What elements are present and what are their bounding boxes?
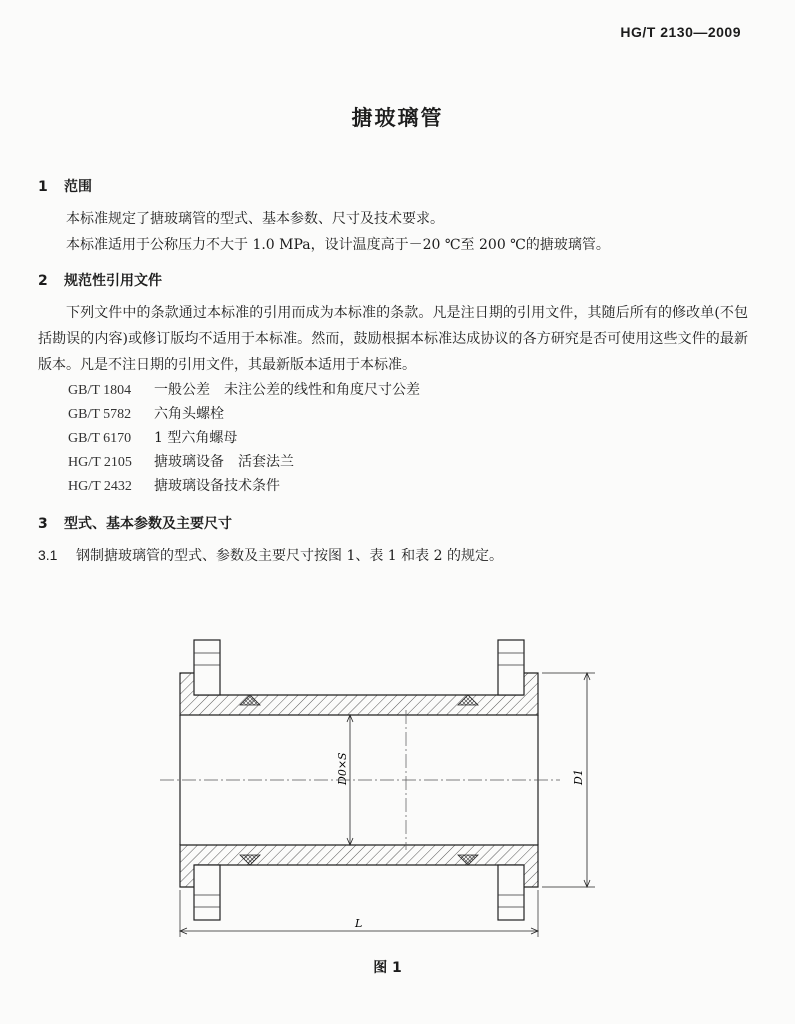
reference-item bbox=[68, 426, 420, 450]
flange-top-right bbox=[498, 640, 524, 695]
reference-item bbox=[68, 474, 420, 498]
document-title: 搪玻璃管 bbox=[351, 106, 444, 130]
reference-item bbox=[68, 402, 420, 426]
section-number: 3 bbox=[38, 516, 48, 532]
inner-diameter-label: D0×S bbox=[336, 752, 349, 785]
flange-top-left bbox=[194, 640, 220, 695]
clause-number: 3.1 bbox=[38, 547, 58, 563]
section-title: 规范性引用文件 bbox=[64, 273, 162, 289]
reference-code: GB/T 5782 bbox=[68, 407, 132, 422]
reference-title: 一般公差 未注公差的线性和角度尺寸公差 bbox=[154, 382, 420, 398]
clause-text: 钢制搪玻璃管的型式、参数及主要尺寸按图 1、表 1 和表 2 的规定。 bbox=[76, 548, 503, 564]
section-1-heading bbox=[38, 176, 92, 196]
outer-diameter-label: D1 bbox=[572, 769, 585, 785]
reference-item bbox=[68, 450, 420, 474]
reference-item bbox=[68, 378, 420, 402]
pipe-drawing-figure bbox=[150, 625, 610, 949]
reference-title: 六角头螺栓 bbox=[154, 406, 224, 422]
section-3-heading bbox=[38, 513, 232, 533]
reference-code: GB/T 6170 bbox=[68, 431, 132, 446]
flange-bottom-left bbox=[194, 865, 220, 920]
section-title: 型式、基本参数及主要尺寸 bbox=[64, 516, 232, 532]
reference-title: 搪玻璃设备技术条件 bbox=[154, 478, 280, 494]
length-label: L bbox=[355, 917, 363, 930]
reference-code: HG/T 2432 bbox=[68, 479, 132, 494]
scope-paragraph-2: 本标准适用于公称压力不大于 1.0 MPa，设计温度高于－20 ℃至 200 ℃的搪玻璃管。 bbox=[66, 237, 610, 253]
reference-list bbox=[68, 378, 420, 498]
normative-references-paragraph: 下列文件中的条款通过本标准的引用而成为本标准的条款。凡是注日期的引用文件，其随后所有的修改单(不包括勘误的内容)或修订版均不适用于本标准。然而，鼓励根据本标准达成协议的各方研究是否可使用这些文件的最新版本。凡是不注日期的引用文件，其最新版本适用于本标准。 bbox=[38, 305, 748, 373]
reference-code: GB/T 1804 bbox=[68, 383, 132, 398]
pipe-bottom-wall bbox=[180, 845, 538, 887]
figure-caption: 图 1 bbox=[373, 960, 402, 976]
flange-bottom-right bbox=[498, 865, 524, 920]
section-number: 2 bbox=[38, 273, 48, 289]
section-title: 范围 bbox=[64, 179, 92, 195]
standard-code: HG/T 2130—2009 bbox=[620, 24, 741, 40]
section-2-heading bbox=[38, 270, 162, 290]
reference-title: 1 型六角螺母 bbox=[154, 430, 238, 446]
reference-code: HG/T 2105 bbox=[68, 455, 132, 470]
pipe-top-wall bbox=[180, 673, 538, 715]
reference-title: 搪玻璃设备 活套法兰 bbox=[154, 454, 294, 470]
section-number: 1 bbox=[38, 179, 48, 195]
scope-paragraph-1: 本标准规定了搪玻璃管的型式、基本参数、尺寸及技术要求。 bbox=[66, 211, 444, 227]
clause-3-1 bbox=[38, 545, 503, 565]
